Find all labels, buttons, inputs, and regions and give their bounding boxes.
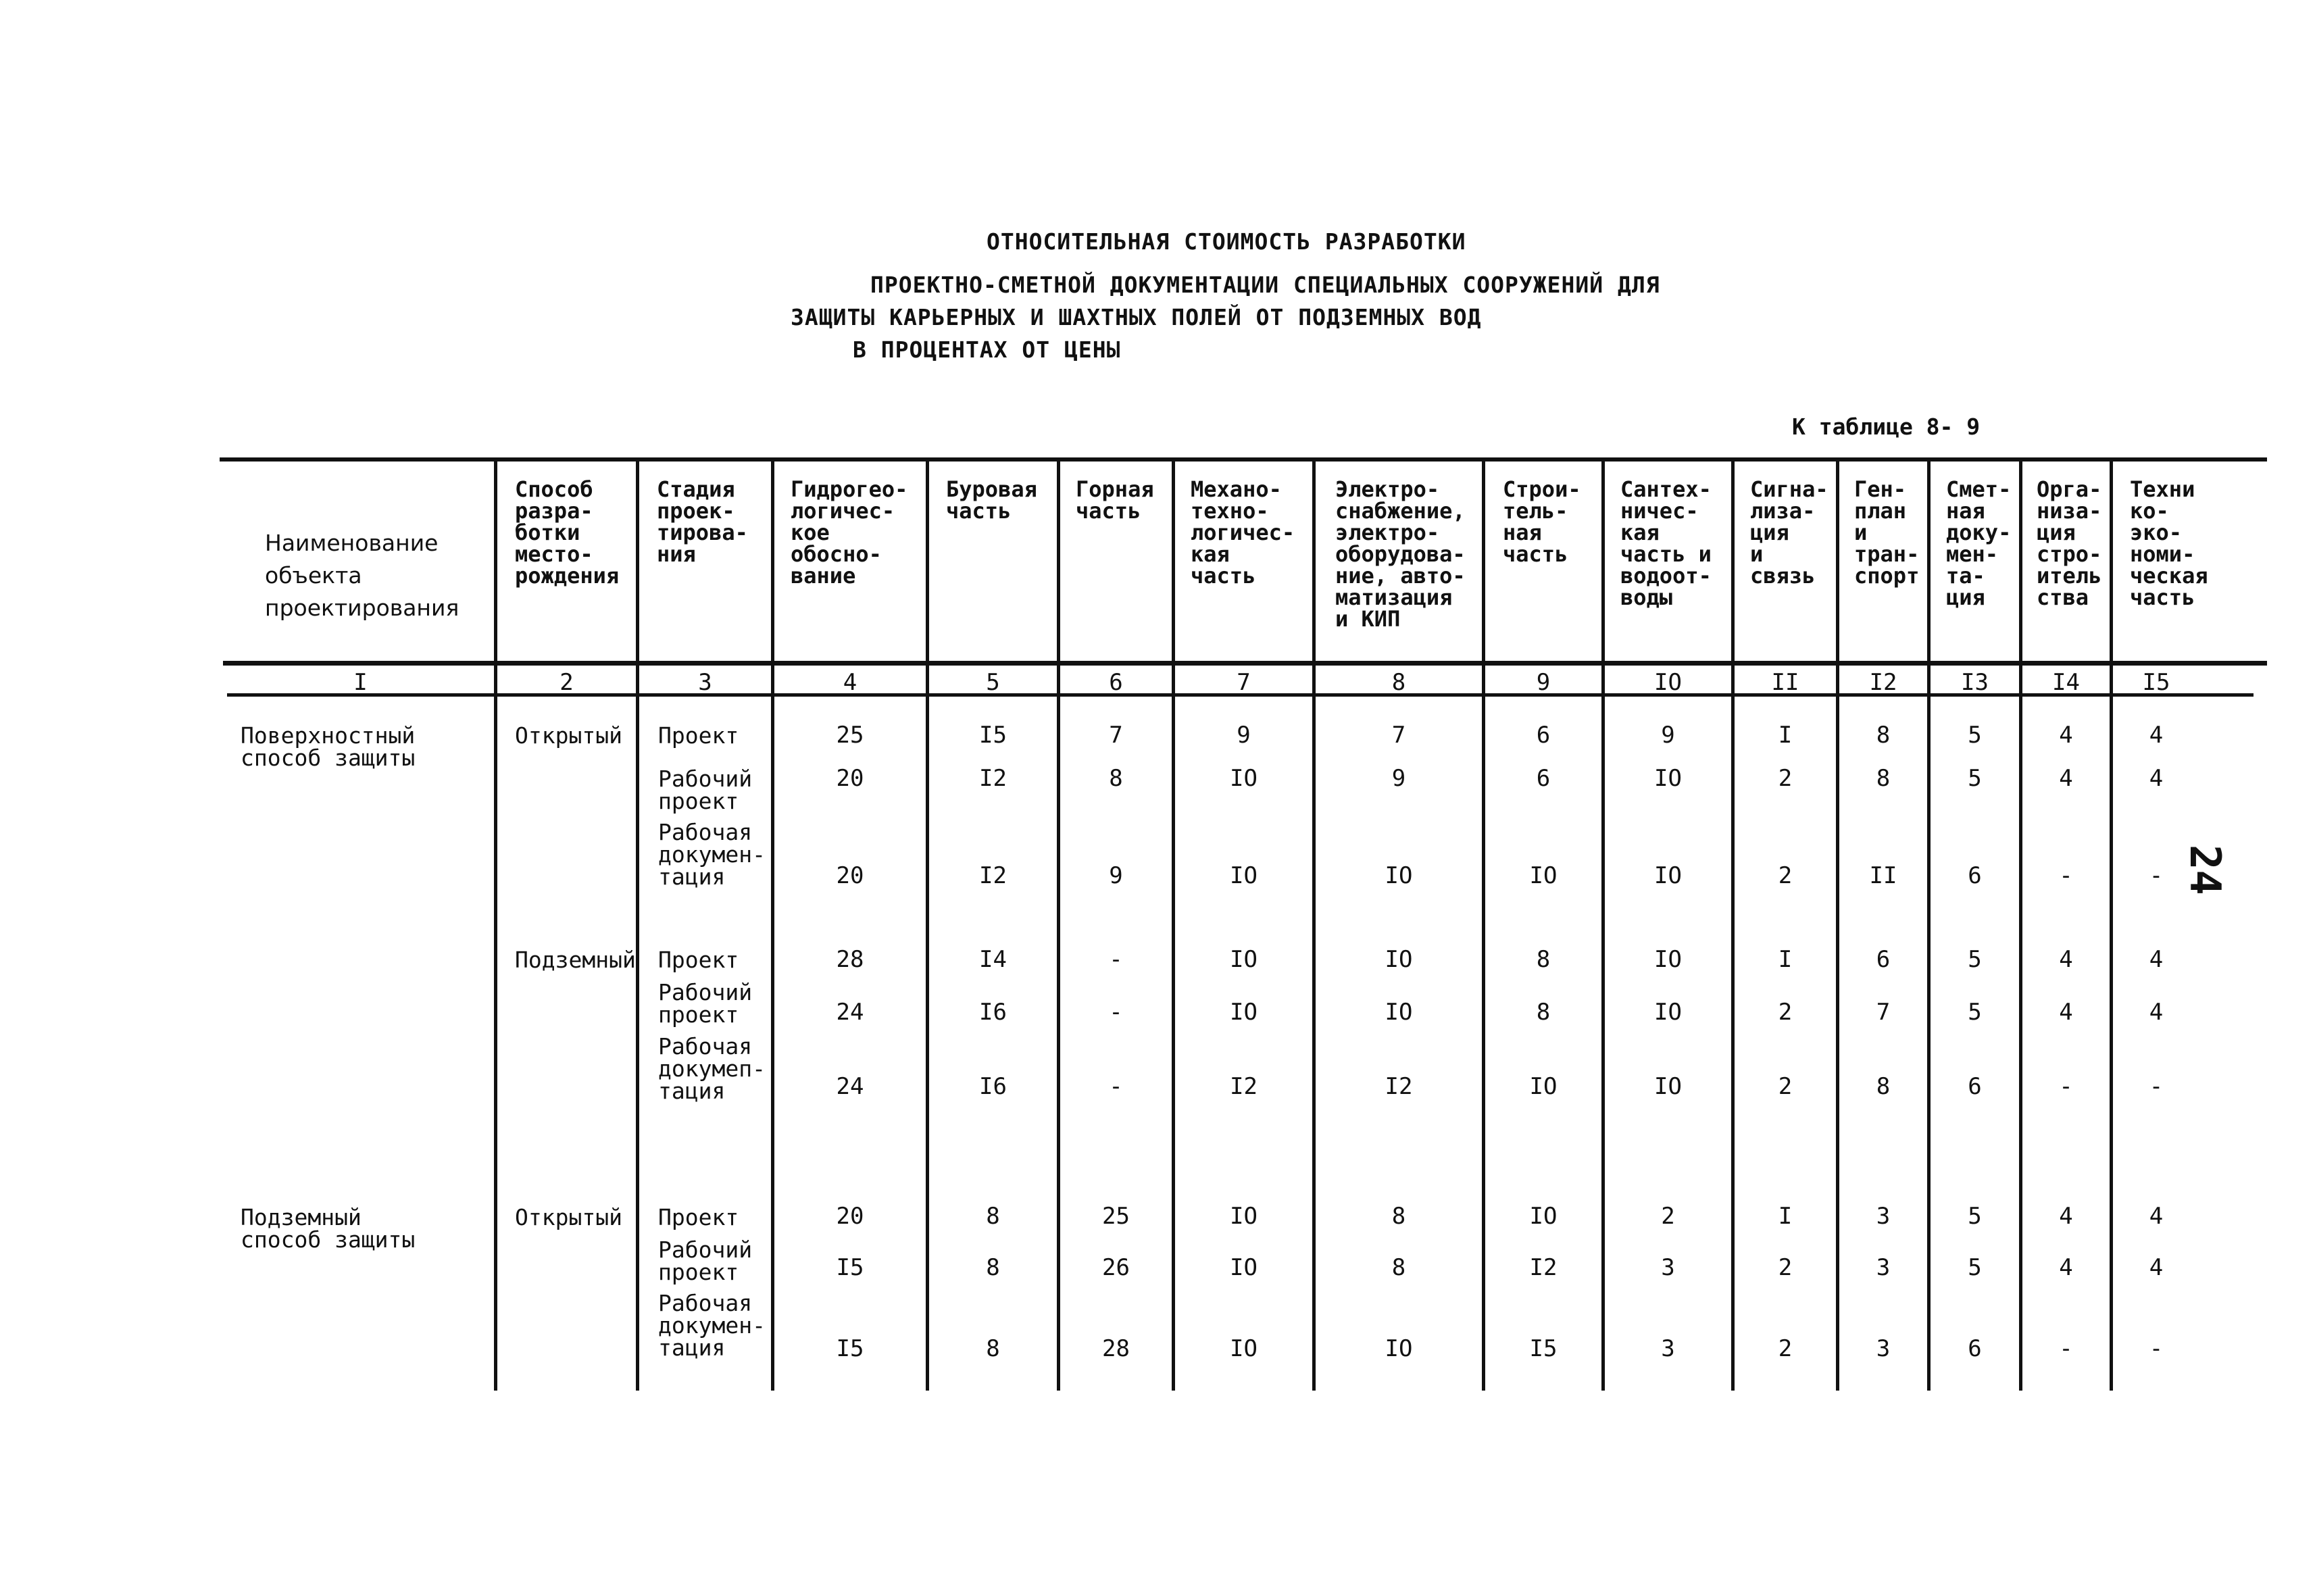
table-cell: IO: [1230, 1254, 1258, 1281]
table-cell: IO: [1529, 1203, 1558, 1230]
table-cell: 8: [1536, 999, 1551, 1026]
table-cell: 4: [2059, 765, 2073, 792]
table-cell: 20: [836, 765, 864, 792]
table-cell: -: [1109, 999, 1123, 1026]
table-reference: К таблице 8- 9: [1792, 414, 1981, 440]
table-cell: 7: [1109, 722, 1123, 749]
column-number: I2: [1869, 669, 1897, 696]
table-cell: 4: [2059, 1254, 2073, 1281]
object-name: Поверхностный способ защиты: [241, 722, 416, 771]
header-sanitary: Сантех- ничес- кая часть и водоот- воды: [1620, 476, 1712, 610]
table-cell: I5: [1529, 1335, 1558, 1362]
column-divider: [1057, 459, 1060, 1391]
column-number: 8: [1391, 669, 1406, 696]
table-cell: 7: [1391, 722, 1406, 749]
table-cell: 7: [1876, 999, 1891, 1026]
table-cell: -: [1109, 946, 1123, 973]
table-cell: I5: [836, 1335, 864, 1362]
table-cell: -: [2059, 1335, 2073, 1362]
header-construction: Строи- тель- ная часть: [1503, 476, 1581, 567]
table-cell: IO: [1230, 1335, 1258, 1362]
table-cell: 2: [1778, 765, 1793, 792]
column-divider: [2110, 459, 2113, 1391]
table-cell: 6: [1536, 765, 1551, 792]
table-cell: 6: [1968, 1335, 1982, 1362]
table-cell: -: [2149, 1335, 2164, 1362]
table-cell: 4: [2059, 946, 2073, 973]
table-cell: I2: [1230, 1073, 1258, 1100]
header-bottom-rule: [223, 661, 2267, 666]
table-cell: 4: [2149, 946, 2164, 973]
table-cell: 5: [1968, 946, 1982, 973]
stage-label: Рабочий проект: [658, 766, 753, 814]
table-cell: I6: [979, 1073, 1007, 1100]
header-mechanical: Механо- техно- логичес- кая часть: [1191, 476, 1295, 589]
table-cell: 6: [1876, 946, 1891, 973]
table-cell: I5: [979, 722, 1007, 749]
table-cell: -: [1109, 1073, 1123, 1100]
table-cell: 6: [1968, 1073, 1982, 1100]
table-cell: IO: [1654, 765, 1682, 792]
column-divider: [2019, 459, 2022, 1391]
title-line-1: ОТНОСИТЕЛЬНАЯ СТОИМОСТЬ РАЗРАБОТКИ: [987, 228, 1466, 255]
table-cell: IO: [1385, 862, 1413, 889]
title-line-3: ЗАЩИТЫ КАРЬЕРНЫХ И ШАХТНЫХ ПОЛЕЙ ОТ ПОДЗЕМНЫХ ВОД: [791, 304, 1482, 330]
header-hydrogeology: Гидрогео- логичес- кое обосно- вание: [791, 476, 908, 589]
page-number: 24: [2181, 845, 2230, 895]
table-cell: 5: [1968, 1203, 1982, 1230]
table-cell: 3: [1661, 1335, 1675, 1362]
column-divider: [1601, 459, 1605, 1391]
column-number: 5: [986, 669, 1000, 696]
column-number: IO: [1654, 669, 1682, 696]
title-line-2: ПРОЕКТНО-СМЕТНОЙ ДОКУМЕНТАЦИИ СПЕЦИАЛЬНЫХ СООРУЖЕНИЙ ДЛЯ: [870, 272, 1660, 298]
header-development-method: Способ разра- ботки место- рождения: [515, 476, 620, 589]
table-cell: 2: [1778, 999, 1793, 1026]
table-cell: I2: [979, 862, 1007, 889]
column-divider: [1836, 459, 1839, 1391]
stage-label: Проект: [658, 722, 739, 749]
table-cell: 4: [2149, 1254, 2164, 1281]
table-cell: 4: [2149, 1203, 2164, 1230]
title-line-4: В ПРОЦЕНТАХ ОТ ЦЕНЫ: [853, 336, 1121, 363]
column-divider: [926, 459, 929, 1391]
column-number: 7: [1237, 669, 1251, 696]
table-cell: IO: [1230, 862, 1258, 889]
table-cell: IO: [1230, 765, 1258, 792]
development-method: Открытый: [515, 1204, 622, 1230]
table-cell: IO: [1230, 946, 1258, 973]
header-signaling: Сигна- лиза- ция и связь: [1750, 476, 1828, 589]
table-cell: I: [1778, 1203, 1793, 1230]
table-cell: IO: [1654, 999, 1682, 1026]
column-number: I: [353, 669, 368, 696]
table-cell: 24: [836, 999, 864, 1026]
column-number: 4: [843, 669, 857, 696]
table-cell: 24: [836, 1073, 864, 1100]
table-cell: 25: [1102, 1203, 1130, 1230]
table-cell: 6: [1536, 722, 1551, 749]
table-cell: 2: [1778, 1254, 1793, 1281]
table-cell: 5: [1968, 1254, 1982, 1281]
column-divider: [494, 459, 497, 1391]
table-cell: IO: [1230, 999, 1258, 1026]
table-top-rule: [220, 457, 2267, 462]
table-cell: -: [2059, 862, 2073, 889]
stage-label: Проект: [658, 947, 739, 973]
table-cell: 2: [1778, 1335, 1793, 1362]
table-cell: 3: [1876, 1335, 1891, 1362]
stage-label: Рабочий проект: [658, 1237, 753, 1285]
column-divider: [1927, 459, 1931, 1391]
column-number: I3: [1961, 669, 1989, 696]
column-divider: [1731, 459, 1735, 1391]
table-cell: 2: [1661, 1203, 1675, 1230]
header-drilling: Буровая часть: [946, 476, 1037, 524]
table-cell: 8: [986, 1254, 1000, 1281]
table-cell: IO: [1385, 999, 1413, 1026]
table-cell: IO: [1654, 946, 1682, 973]
table-cell: 4: [2059, 1203, 2073, 1230]
table-cell: I6: [979, 999, 1007, 1026]
table-cell: 8: [1109, 765, 1123, 792]
table-cell: 28: [1102, 1335, 1130, 1362]
header-technical-economic: Техни ко- эко- номи- ческая часть: [2130, 476, 2208, 610]
column-divider: [1482, 459, 1485, 1391]
table-cell: II: [1869, 862, 1897, 889]
table-cell: 8: [1536, 946, 1551, 973]
table-cell: I2: [1529, 1254, 1558, 1281]
table-cell: 4: [2149, 722, 2164, 749]
table-cell: 9: [1391, 765, 1406, 792]
table-cell: 3: [1876, 1203, 1891, 1230]
table-cell: 9: [1237, 722, 1251, 749]
header-mining: Горная часть: [1076, 476, 1154, 524]
table-cell: 26: [1102, 1254, 1130, 1281]
table-cell: 5: [1968, 999, 1982, 1026]
table-cell: 3: [1876, 1254, 1891, 1281]
table-cell: 2: [1778, 862, 1793, 889]
column-number: II: [1771, 669, 1799, 696]
table-cell: IO: [1529, 1073, 1558, 1100]
stage-label: Проект: [658, 1204, 739, 1230]
header-estimate: Смет- ная доку- мен- та- ция: [1946, 476, 2012, 610]
stage-label: Рабочая докумен- тация: [658, 819, 766, 890]
column-number: 2: [559, 669, 574, 696]
table-cell: I2: [1385, 1073, 1413, 1100]
table-cell: IO: [1529, 862, 1558, 889]
table-cell: 8: [1876, 765, 1891, 792]
table-cell: 8: [1391, 1254, 1406, 1281]
column-divider: [636, 459, 639, 1391]
table-cell: 20: [836, 862, 864, 889]
column-divider: [1312, 459, 1316, 1391]
table-cell: 20: [836, 1203, 864, 1230]
column-number: 9: [1536, 669, 1551, 696]
table-cell: 9: [1109, 862, 1123, 889]
table-cell: 8: [1876, 1073, 1891, 1100]
column-divider: [771, 459, 774, 1391]
header-design-stage: Стадия проек- тирова- ния: [657, 476, 748, 567]
stage-label: Рабочая докумен- тация: [658, 1290, 766, 1361]
stage-label: Рабочий проект: [658, 979, 753, 1028]
table-cell: -: [2149, 1073, 2164, 1100]
column-number: I5: [2142, 669, 2170, 696]
column-divider: [1172, 459, 1175, 1391]
table-cell: 5: [1968, 722, 1982, 749]
table-cell: I: [1778, 946, 1793, 973]
table-cell: 9: [1661, 722, 1675, 749]
table-cell: 28: [836, 946, 864, 973]
table-cell: 8: [986, 1335, 1000, 1362]
header-object-name: Наименование объекта проектирования: [265, 530, 459, 621]
object-name: Подземный способ защиты: [241, 1204, 416, 1253]
table-cell: I5: [836, 1254, 864, 1281]
table-cell: 3: [1661, 1254, 1675, 1281]
header-organization: Орга- низа- ция стро- итель ства: [2037, 476, 2102, 610]
table-cell: 25: [836, 722, 864, 749]
header-general-plan: Ген- план и тран- спорт: [1854, 476, 1920, 589]
table-cell: 8: [1876, 722, 1891, 749]
development-method: Открытый: [515, 722, 622, 749]
table-cell: IO: [1385, 946, 1413, 973]
table-cell: 4: [2149, 765, 2164, 792]
table-cell: 4: [2059, 999, 2073, 1026]
table-cell: 6: [1968, 862, 1982, 889]
table-cell: -: [2149, 862, 2164, 889]
table-cell: IO: [1654, 1073, 1682, 1100]
table-cell: 8: [1391, 1203, 1406, 1230]
table-cell: 2: [1778, 1073, 1793, 1100]
table-cell: I2: [979, 765, 1007, 792]
table-cell: -: [2059, 1073, 2073, 1100]
table-cell: 5: [1968, 765, 1982, 792]
column-number: 6: [1109, 669, 1123, 696]
table-cell: 4: [2059, 722, 2073, 749]
table-cell: I: [1778, 722, 1793, 749]
table-cell: 8: [986, 1203, 1000, 1230]
header-electrical: Электро- снабжение, электро- оборудова- ние, авто- матизация и КИП: [1335, 476, 1466, 632]
column-number: 3: [698, 669, 712, 696]
table-cell: IO: [1654, 862, 1682, 889]
development-method: Подземный: [515, 947, 636, 973]
table-cell: 4: [2149, 999, 2164, 1026]
table-cell: IO: [1230, 1203, 1258, 1230]
table-cell: IO: [1385, 1335, 1413, 1362]
table-cell: I4: [979, 946, 1007, 973]
stage-label: Рабочая докумеп- тация: [658, 1033, 766, 1104]
column-number: I4: [2052, 669, 2080, 696]
